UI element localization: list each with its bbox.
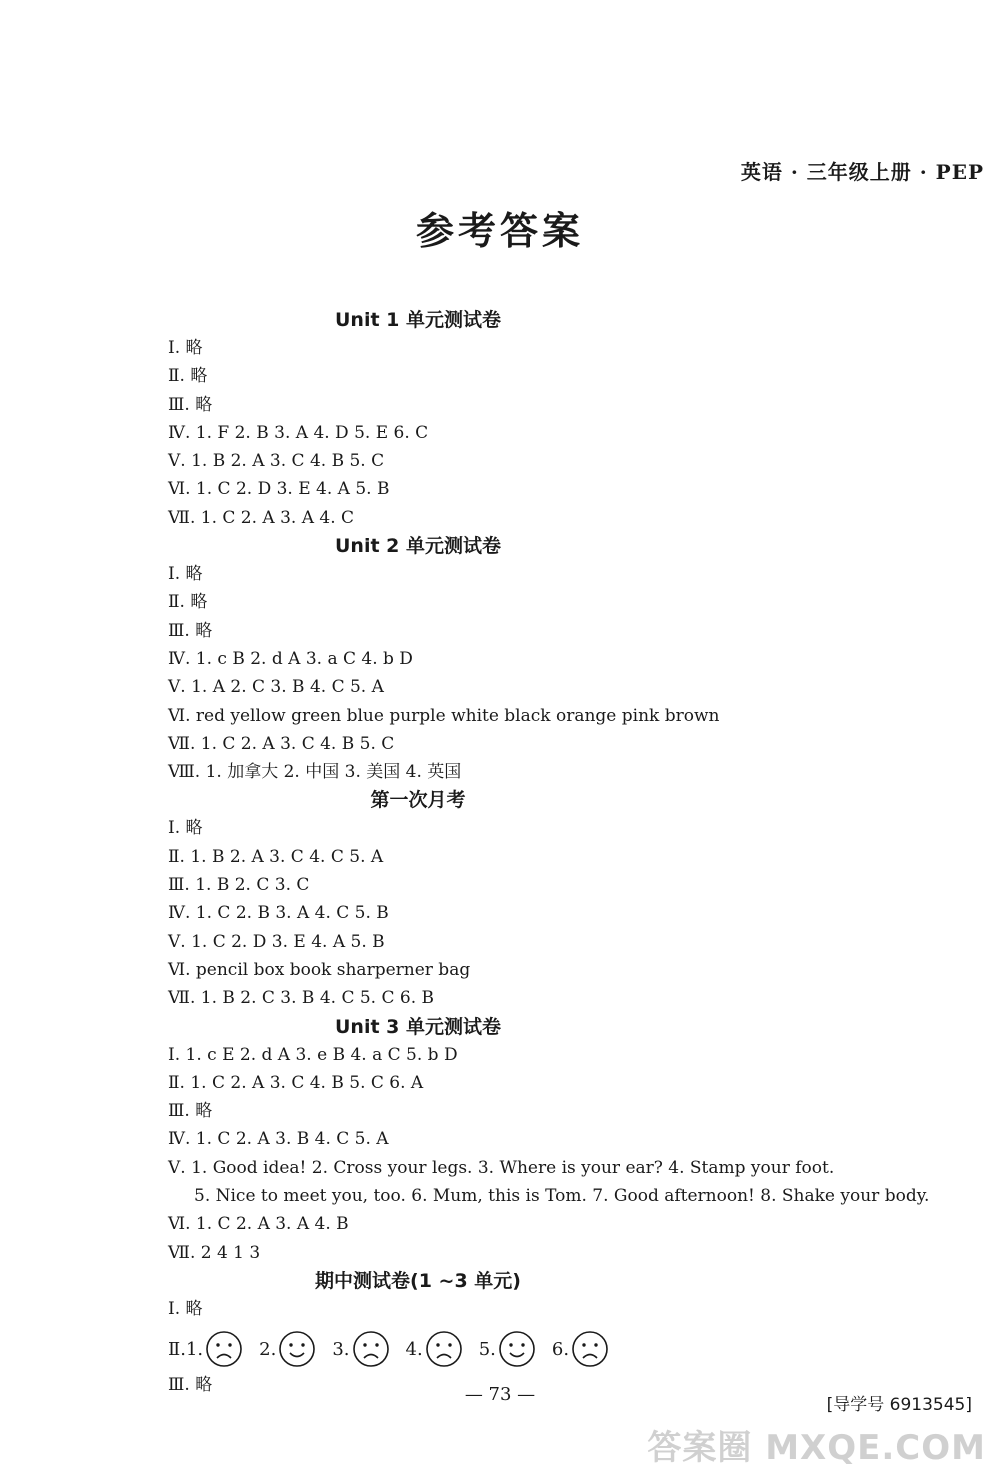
happy-face-icon	[498, 1330, 536, 1368]
face-answer-item	[552, 1330, 609, 1368]
face-answers-label: Ⅱ.	[168, 1338, 186, 1360]
subject-header: 英语 · 三年级上册 · PEP	[740, 160, 984, 184]
section-title: 期中测试卷(1 ~3 单元)	[315, 1269, 521, 1292]
answer-line: Ⅲ. 略	[168, 620, 213, 641]
answer-line: Ⅴ. 1. Good idea! 2. Cross your legs. 3. Where is your ear? 4. Stamp your foot.	[168, 1157, 835, 1178]
answer-line: Ⅳ. 1. C 2. B 3. A 4. C 5. B	[168, 903, 389, 924]
answer-line: Ⅲ. 略	[168, 394, 213, 415]
face-answer-number: 3.	[332, 1338, 350, 1360]
section-title: Unit 3 单元测试卷	[335, 1015, 501, 1038]
watermark: 答案圈 MXQE.COM	[647, 1428, 986, 1468]
sad-face-icon	[352, 1330, 390, 1368]
answer-line: Ⅰ. 1. c E 2. d A 3. e B 4. a C 5. b D	[168, 1044, 458, 1065]
answer-line: Ⅴ. 1. B 2. A 3. C 4. B 5. C	[168, 451, 385, 472]
answer-line: Ⅵ. 1. C 2. A 3. A 4. B	[168, 1214, 349, 1235]
answer-line: Ⅱ. 略	[168, 366, 208, 387]
happy-face-icon	[278, 1330, 316, 1368]
answer-line: Ⅵ. 1. C 2. D 3. E 4. A 5. B	[168, 479, 390, 500]
face-answer-item	[479, 1330, 536, 1368]
face-answer-number: 1.	[185, 1338, 204, 1360]
answer-line: Ⅷ. 1. 加拿大 2. 中国 3. 美国 4. 英国	[168, 762, 462, 783]
answer-line: Ⅲ. 略	[168, 1375, 213, 1396]
section-title: Unit 2 单元测试卷	[335, 535, 501, 558]
answer-line: Ⅲ. 1. B 2. C 3. C	[168, 875, 310, 896]
face-answer-number: 4.	[405, 1338, 423, 1360]
sad-face-icon	[205, 1330, 243, 1368]
face-answers-row	[168, 1327, 988, 1371]
section-title: 第一次月考	[370, 789, 466, 812]
answer-line: Ⅶ. 2 4 1 3	[168, 1242, 261, 1263]
face-answer-item	[406, 1330, 463, 1368]
answer-line: Ⅶ. 1. C 2. A 3. C 4. B 5. C	[168, 733, 395, 754]
answer-line-continued: 5. Nice to meet you, too. 6. Mum, this is Tom. 7. Good afternoon! 8. Shake your body.	[194, 1186, 930, 1207]
sad-face-icon	[571, 1330, 609, 1368]
answer-line: Ⅶ. 1. B 2. C 3. B 4. C 5. C 6. B	[168, 988, 435, 1009]
answer-line: Ⅰ. 略	[168, 1298, 203, 1319]
section-title: Unit 1 单元测试卷	[335, 309, 501, 331]
answer-line: Ⅴ. 1. C 2. D 3. E 4. A 5. B	[168, 931, 385, 952]
answer-line: Ⅳ. 1. F 2. B 3. A 4. D 5. E 6. C	[168, 422, 429, 443]
answer-content	[168, 306, 988, 1400]
face-answer-number: 5.	[478, 1338, 496, 1360]
face-answer-item	[259, 1330, 316, 1368]
sad-face-icon	[425, 1330, 463, 1368]
answer-line: Ⅰ. 略	[168, 564, 203, 585]
face-answer-number: 6.	[551, 1338, 570, 1360]
guide-code: [导学号 6913545]	[826, 1395, 972, 1415]
answer-line: Ⅰ. 略	[168, 338, 203, 358]
face-answer-item	[186, 1330, 243, 1368]
answer-line: Ⅲ. 略	[168, 1101, 213, 1122]
answer-line: Ⅳ. 1. C 2. A 3. B 4. C 5. A	[168, 1129, 389, 1150]
answer-line: Ⅳ. 1. c B 2. d A 3. a C 4. b D	[168, 648, 413, 669]
answer-line: Ⅱ. 略	[168, 592, 208, 613]
answer-line: Ⅱ. 1. B 2. A 3. C 4. C 5. A	[168, 846, 384, 867]
answer-line: Ⅱ. 1. C 2. A 3. C 4. B 5. C 6. A	[168, 1072, 424, 1093]
answer-line: Ⅶ. 1. C 2. A 3. A 4. C	[168, 507, 355, 528]
face-answer-number: 2.	[259, 1338, 277, 1360]
face-answer-item	[332, 1330, 389, 1368]
page-number: — 73 —	[464, 1384, 536, 1405]
page-title: 参考答案	[415, 208, 584, 253]
answer-line: Ⅵ. red yellow green blue purple white black orange pink brown	[168, 705, 720, 726]
answer-line: Ⅵ. pencil box book sharperner bag	[168, 959, 471, 980]
answer-line: Ⅴ. 1. A 2. C 3. B 4. C 5. A	[168, 677, 384, 698]
answer-line: Ⅰ. 略	[168, 818, 203, 839]
